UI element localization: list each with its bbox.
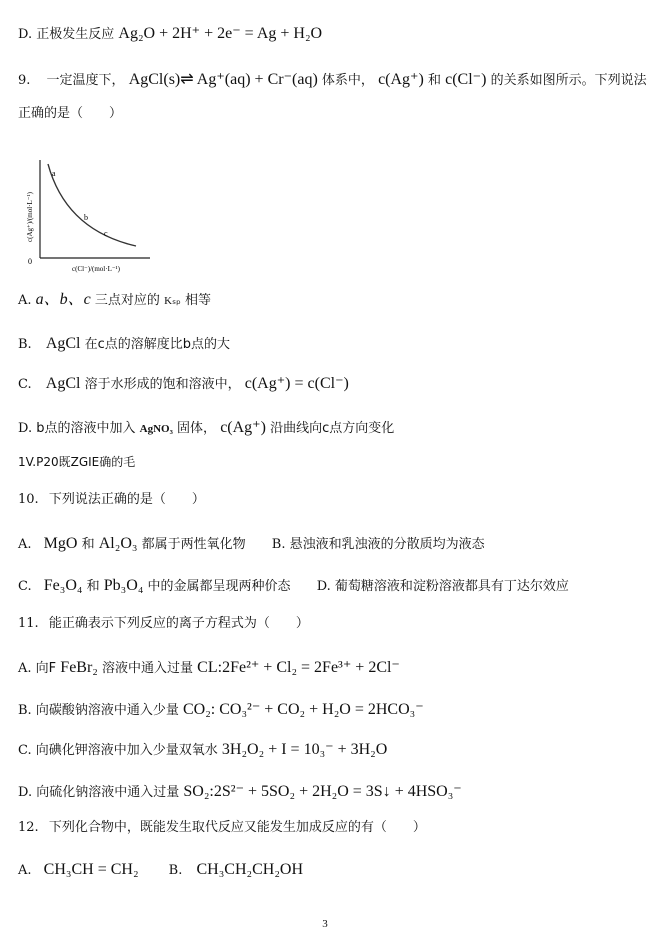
- option-label: B.: [18, 337, 32, 352]
- question-text: 下列化合物中，既能发生取代反应又能发生加成反应的有（ ）: [48, 820, 426, 835]
- option-label: A.: [18, 863, 32, 878]
- option-text: 正极发生反应: [36, 27, 115, 42]
- ocr-noise-line: 1V.P20既ZGIE确的毛: [18, 455, 136, 469]
- chemical: Pb₃O₄: [103, 577, 144, 594]
- curve: [48, 164, 136, 246]
- option-9a: [18, 290, 211, 311]
- option-label: D.: [316, 579, 331, 594]
- option-text: 溶于水形成的饱和溶液中，: [84, 377, 241, 392]
- question-text: 和: [427, 73, 441, 88]
- question-text: 一定温度下，: [46, 73, 125, 88]
- concentration-cl: c(Cl⁻): [445, 71, 487, 88]
- question-text: 的关系如图所示。下列说法: [490, 73, 647, 88]
- equation: Ag₂O + 2H⁺ + 2e⁻ = Ag + H₂O: [118, 25, 323, 42]
- option-label: D.: [18, 785, 33, 800]
- equation: CL:2Fe²⁺ + Cl₂ = 2Fe³⁺ + 2Cl⁻: [197, 659, 400, 676]
- option-label: A.: [18, 537, 32, 552]
- question-text: 下列说法正确的是（ ）: [48, 492, 205, 507]
- chemical: Al₂O₃: [98, 535, 138, 552]
- question-10: [18, 490, 205, 510]
- option-text: 都属于两性氧化物: [141, 537, 246, 552]
- concentration-ag: c(Ag⁺): [378, 71, 424, 88]
- option-label: C.: [18, 579, 32, 594]
- question-number: 12.: [18, 820, 39, 835]
- option-label: D.: [18, 27, 33, 42]
- equation: c(Ag⁺) = c(Cl⁻): [244, 375, 349, 392]
- chemical: AgNO₃: [139, 423, 173, 435]
- option-text: 沿曲线向c点方向变化: [270, 421, 395, 436]
- option-text: 向碘化钾溶液中加入少量双氧水: [35, 743, 218, 758]
- point-a-label: a: [52, 169, 56, 178]
- chemical: AgCl: [45, 335, 81, 352]
- option-text: 向碳酸钠溶液中通入少量: [35, 703, 179, 718]
- option-label: B.: [18, 703, 32, 718]
- option-text: 中的金属都呈现两种价态: [147, 579, 291, 594]
- option-11c: [18, 740, 387, 761]
- question-number: 10.: [18, 492, 39, 507]
- equation: c(Ag⁺): [220, 419, 266, 436]
- option-label: C.: [18, 377, 32, 392]
- option-label: D.: [18, 421, 33, 436]
- ksp-symbol: Kₛₚ: [164, 295, 181, 307]
- question-text: 能正确表示下列反应的离子方程式为（ ）: [48, 616, 309, 631]
- option-label: B.: [271, 537, 286, 552]
- question-text: 体系中，: [321, 73, 374, 88]
- x-axis-label: c(Cl⁻)/(mol·L⁻¹): [72, 265, 120, 273]
- options-10cd: [18, 576, 569, 597]
- y-axis-label: c(Ag⁺)/(mol·L⁻¹): [26, 192, 34, 242]
- question-12: [18, 818, 426, 838]
- chemical: AgCl: [45, 375, 81, 392]
- option-d-prev: [18, 24, 322, 45]
- option-label: B.: [168, 863, 183, 878]
- option-text: 悬浊液和乳浊液的分散质均为液态: [289, 537, 485, 552]
- option-label: A.: [18, 293, 32, 308]
- option-label: A.: [18, 661, 32, 676]
- option-11b: [18, 700, 424, 721]
- question-number: 11.: [18, 616, 39, 631]
- equation: SO₂:2S²⁻ + 5SO₂ + 2H₂O = 3S↓ + 4HSO₃⁻: [183, 783, 462, 800]
- question-9-line1: [18, 70, 647, 91]
- option-text: 和: [86, 579, 100, 594]
- option-label: C.: [18, 743, 32, 758]
- option-11a: [18, 658, 400, 679]
- question-number: 9.: [18, 73, 31, 88]
- option-text: 三点对应的: [94, 293, 160, 308]
- equation: CO₂: CO₃²⁻ + CO₂ + H₂O = 2HCO₃⁻: [182, 701, 424, 718]
- option-text: 和: [81, 537, 95, 552]
- page-number: 3: [322, 918, 328, 930]
- equation: 3H₂O₂ + I = 10₃⁻ + 3H₂O: [221, 741, 388, 758]
- points-abc: a、b、c: [35, 291, 91, 308]
- option-text: b点的溶液中加入: [36, 421, 136, 436]
- solubility-curve-graph: [18, 150, 158, 278]
- question-9-line2: 正确的是（ ）: [18, 106, 123, 121]
- point-b-label: b: [84, 213, 88, 222]
- option-11d: [18, 782, 462, 803]
- chemical: FeBr₂: [60, 659, 98, 676]
- option-text: 溶液中通入过量: [102, 661, 194, 676]
- question-11: [18, 614, 309, 634]
- option-text: 向F: [35, 661, 57, 676]
- option-text: 葡萄糖溶液和淀粉溶液都具有丁达尔效应: [334, 579, 569, 594]
- chemical: Fe₃O₄: [43, 577, 83, 594]
- option-text: 相等: [184, 293, 211, 308]
- chemical: CH₃CH = CH₂: [43, 861, 139, 878]
- option-9c: [18, 374, 349, 395]
- options-12ab: [18, 860, 303, 881]
- chemical: CH₃CH₂CH₂OH: [196, 861, 304, 878]
- option-9b: [18, 334, 230, 355]
- option-text: 向硫化钠溶液中通入过量: [36, 785, 180, 800]
- origin-label: 0: [28, 257, 32, 266]
- options-10ab: [18, 534, 485, 555]
- option-9d: [18, 418, 394, 439]
- option-text: 在c点的溶解度比b点的大: [84, 337, 231, 352]
- equation: AgCl(s)⇌ Ag⁺(aq) + Cr⁻(aq): [128, 71, 318, 88]
- chemical: MgO: [43, 535, 78, 552]
- point-c-label: c: [104, 229, 108, 238]
- option-text: 固体，: [177, 421, 217, 436]
